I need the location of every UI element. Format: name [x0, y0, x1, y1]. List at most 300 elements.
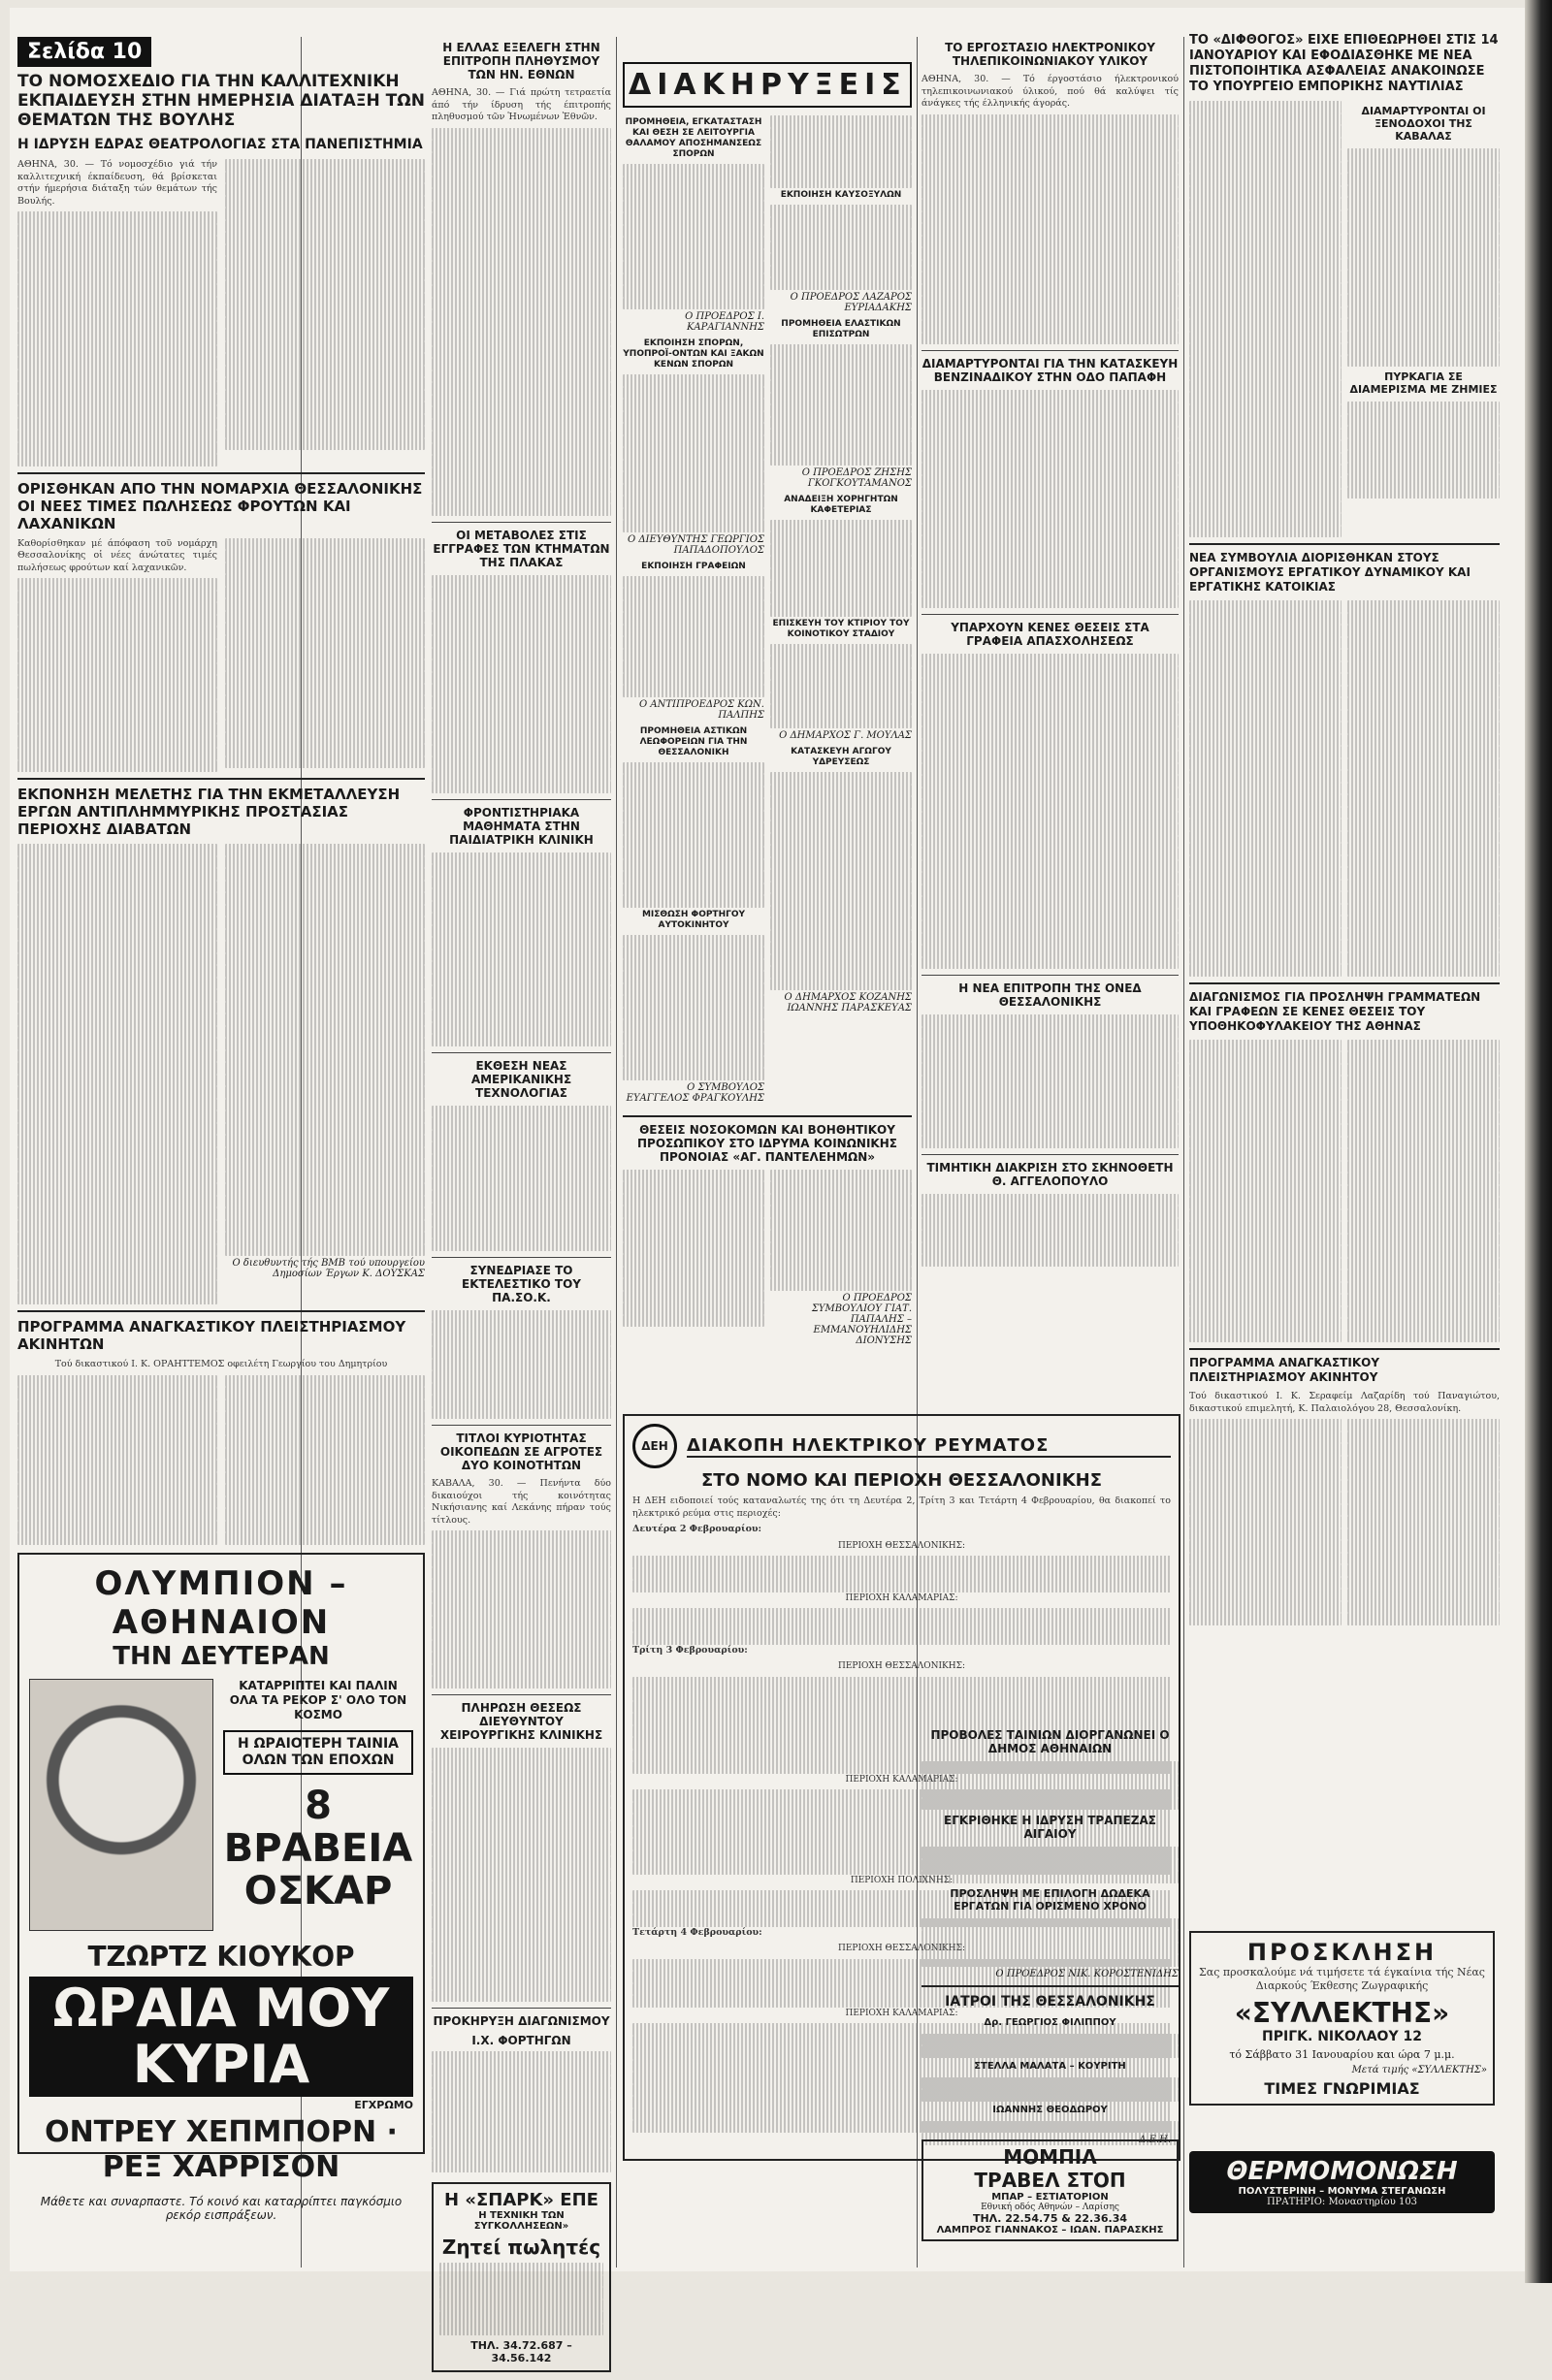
text-line-placeholder — [225, 1110, 425, 1123]
text-line-placeholder — [17, 1508, 217, 1521]
text-line-placeholder — [922, 475, 1179, 488]
text-line-placeholder — [770, 568, 912, 581]
text-line-placeholder — [432, 1796, 611, 1809]
headline-film-screenings: ΠΡΟΒΟΛΕΣ ΤΑΙΝΙΩΝ ΔΙΟΡΓΑΝΩΝΕΙ Ο ΔΗΜΟΣ ΑΘΗΝΑΙΩΝ — [930, 1728, 1170, 1755]
text-line-placeholder — [1347, 209, 1500, 222]
text-line-placeholder — [17, 248, 217, 261]
text-line-placeholder — [17, 881, 217, 893]
text-line-placeholder — [225, 1183, 425, 1196]
text-line-placeholder — [432, 1310, 611, 1323]
text-line-placeholder — [770, 692, 912, 705]
headline-american-technology: ΕΚΘΕΣΗ ΝΕΑΣ ΑΜΕΡΙΚΑΝΙΚΗΣ ΤΕΧΝΟΛΟΓΙΑΣ — [470, 1058, 572, 1100]
text-line-placeholder — [770, 893, 912, 906]
text-line-placeholder — [225, 1135, 425, 1147]
text-line-placeholder — [922, 524, 1179, 536]
text-line-placeholder — [1189, 831, 1342, 844]
text-line-placeholder — [1189, 649, 1342, 661]
text-line-placeholder — [922, 1111, 1179, 1124]
signature: Ο ΑΝΤΙΠΡΟΕΔΡΟΣ ΚΩΝ. ΠΑΛΠΗΣ — [638, 698, 764, 721]
text-line-placeholder — [432, 358, 611, 370]
text-line-placeholder — [225, 1062, 425, 1075]
text-line-placeholder — [17, 917, 217, 929]
text-line-placeholder — [1347, 450, 1500, 463]
notice-heading: ΠΡΟΜΗΘΕΙΑ ΕΛΑΣΤΙΚΩΝ ΕΠΙΣΩΤΡΩΝ — [781, 318, 901, 339]
text-line-placeholder — [623, 971, 764, 983]
invitation-notice — [1189, 1931, 1495, 2106]
text-line-placeholder — [623, 1181, 764, 1194]
headline-angelopoulos: ΤΙΜΗΤΙΚΗ ΔΙΑΚΡΙΣΗ ΣΤΟ ΣΚΗΝΟΘΕΤΗ Θ. ΑΓΓΕΛΟΠΟΥΛΟ — [926, 1160, 1174, 1188]
text-line-placeholder — [432, 985, 611, 998]
outage-title: ΣΤΟ ΝΟΜΟ ΚΑΙ ΠΕΡΙΟΧΗ ΘΕΣΣΑΛΟΝΙΚΗΣ — [700, 1470, 1102, 1491]
text-line-placeholder — [922, 463, 1179, 475]
text-line-placeholder — [17, 688, 217, 700]
text-line-placeholder — [17, 357, 217, 370]
text-line-placeholder — [1189, 1137, 1342, 1149]
text-line-placeholder — [922, 1076, 1179, 1088]
text-line-placeholder — [225, 1013, 425, 1026]
text-line-placeholder — [1347, 355, 1500, 368]
text-line-placeholder — [1347, 148, 1500, 161]
ad-subtitle: ΜΠΑΡ – ΕΣΤΙΑΤΟΡΙΟΝ — [991, 2192, 1109, 2203]
text-line-placeholder — [432, 745, 611, 757]
text-line-placeholder — [225, 1448, 425, 1461]
text-line-placeholder — [770, 966, 912, 979]
text-line-placeholder — [922, 548, 1179, 561]
text-line-placeholder — [922, 572, 1179, 585]
text-line-placeholder — [1347, 1443, 1500, 1456]
text-line-placeholder — [632, 1621, 1171, 1633]
text-line-placeholder — [1189, 1245, 1342, 1258]
text-line-placeholder — [432, 1178, 611, 1191]
text-line-placeholder — [17, 627, 217, 639]
text-line-placeholder — [432, 212, 611, 225]
text-line-placeholder — [432, 1567, 611, 1580]
dei-logo-icon: ΔΕΗ — [632, 1424, 677, 1468]
text-line-placeholder — [225, 1375, 425, 1388]
text-line-placeholder — [17, 578, 217, 591]
text-line-placeholder — [17, 651, 217, 663]
text-line-placeholder — [1347, 843, 1500, 855]
text-line-placeholder — [432, 1929, 611, 1942]
text-line-placeholder — [623, 847, 764, 859]
text-line-placeholder — [1347, 1076, 1500, 1088]
text-line-placeholder — [922, 390, 1179, 402]
text-line-placeholder — [225, 341, 425, 354]
text-line-placeholder — [922, 957, 1179, 970]
text-line-placeholder — [225, 587, 425, 599]
text-line-placeholder — [623, 411, 764, 424]
text-line-placeholder — [225, 941, 425, 953]
text-line-placeholder — [1189, 1577, 1342, 1590]
text-line-placeholder — [1189, 1467, 1342, 1480]
text-line-placeholder — [1347, 952, 1500, 965]
text-line-placeholder — [432, 1845, 611, 1857]
text-line-placeholder — [17, 1026, 217, 1039]
text-line-placeholder — [17, 929, 217, 942]
text-line-placeholder — [623, 237, 764, 249]
text-line-placeholder — [922, 402, 1179, 415]
text-line-placeholder — [432, 1214, 611, 1227]
text-line-placeholder — [17, 273, 217, 285]
text-line-placeholder — [1347, 1185, 1500, 1198]
text-line-placeholder — [432, 1664, 611, 1677]
text-line-placeholder — [432, 1784, 611, 1796]
text-line-placeholder — [1189, 1504, 1342, 1517]
text-line-placeholder — [225, 1099, 425, 1111]
text-line-placeholder — [1347, 342, 1500, 355]
text-line-placeholder — [770, 344, 912, 357]
text-line-placeholder — [225, 647, 425, 659]
text-line-placeholder — [922, 1242, 1179, 1255]
text-line-placeholder — [1189, 697, 1342, 710]
text-line-placeholder — [1189, 1528, 1342, 1541]
text-line-placeholder — [439, 2275, 603, 2288]
cinema-note: Μάθετε και συναρπαστε. Τό κοινό και καταρρίπτει παγκόσμιο ρεκόρ εισπράξεων. — [40, 2194, 403, 2222]
headline-fruit-prices: ΟΡΙΣΘΗΚΑΝ ΑΠΟ ΤΗΝ ΝΟΜΑΡΧΙΑ ΘΕΣΣΑΛΟΝΙΚΗΣ ΟΙ ΝΕΕΣ ΤΙΜΕΣ ΠΩΛΗΣΕΩΣ ΦΡΟΥΤΩΝ ΚΑΙ ΛΑΧΑΝΙΚΩΝ — [17, 479, 423, 532]
text-line-placeholder — [1347, 185, 1500, 198]
doctor-name: ΣΤΕΛΛΑ ΜΑΛΑΤΑ – ΚΟΥΡΙΤΗ — [974, 2060, 1126, 2072]
cinema-name: ΟΛΥΜΠΙΟΝ – ΑΘΗΝΑΙΟΝ — [94, 1563, 348, 1642]
text-line-placeholder — [1347, 722, 1500, 734]
article-lead: ΑΘΗΝΑ, 30. — Γιά πρώτη τετραετία άπό τήν ίδρυση τής έπιτροπής πληθυσμού τῶν Ἡνωμένων Ἐθνῶν. — [432, 87, 611, 122]
text-line-placeholder — [225, 611, 425, 624]
text-line-placeholder — [922, 836, 1179, 849]
text-line-placeholder — [225, 844, 425, 856]
article-lead: ΑΘΗΝΑ, 30. — Τό έργοστάσιο ήλεκτρονικού τηλεπικοινωνιακού ύλικού, πού θά καλύψει τίς άνάγκες τής έλληνικής άγοράς. — [922, 74, 1179, 109]
text-line-placeholder — [922, 945, 1179, 957]
text-line-placeholder — [17, 602, 217, 615]
text-line-placeholder — [1347, 197, 1500, 209]
text-line-placeholder — [17, 1099, 217, 1111]
text-line-placeholder — [432, 1130, 611, 1142]
text-line-placeholder — [623, 588, 764, 600]
text-line-placeholder — [432, 1881, 611, 1893]
text-line-placeholder — [623, 660, 764, 673]
outage-day: Τετάρτη 4 Φεβρουαρίου: — [632, 1926, 762, 1938]
text-line-placeholder — [1189, 356, 1342, 369]
outage-area: ΠΕΡΙΟΧΗ ΚΑΛΑΜΑΡΙΑΣ: — [845, 1592, 958, 1603]
text-line-placeholder — [1347, 625, 1500, 637]
text-line-placeholder — [17, 844, 217, 856]
text-line-placeholder — [432, 1555, 611, 1567]
text-line-placeholder — [623, 298, 764, 310]
text-line-placeholder — [1189, 501, 1342, 514]
text-line-placeholder — [623, 636, 764, 649]
text-line-placeholder — [1347, 1148, 1500, 1161]
text-line-placeholder — [922, 1218, 1179, 1231]
film-stars: ΟΝΤΡΕΥ ΧΕΠΜΠΟΡΝ · ΡΕΞ ΧΑΡΡΙΣΟΝ — [45, 2114, 398, 2184]
text-line-placeholder — [770, 796, 912, 809]
outage-intro: Η ΔΕΗ ειδοποιεί τούς καταναλωτές της ότι τη Δευτέρα 2, Τρίτη 3 και Τετάρτη 4 Φεβρουαρίου, θα διακοπεί το ηλεκτρικό ρεύμα στις περιοχές: — [632, 1496, 1171, 1519]
text-line-placeholder — [623, 374, 764, 387]
text-line-placeholder — [17, 905, 217, 917]
subhead-trucks: Ι.Χ. ΦΟΡΤΗΓΩΝ — [471, 2034, 571, 2047]
text-line-placeholder — [225, 695, 425, 708]
text-line-placeholder — [17, 748, 217, 760]
text-line-placeholder — [17, 345, 217, 358]
signature: Ο ΣΥΜΒΟΥΛΟΣ ΕΥΑΓΓΕΛΟΣ ΦΡΑΓΚΟΥΛΗΣ — [626, 1081, 764, 1104]
signature: Ο ΠΡΟΕΔΡΟΣ Ι. ΚΑΡΑΓΙΑΝΝΗΣ — [685, 311, 764, 333]
text-line-placeholder — [432, 395, 611, 407]
text-line-placeholder — [1347, 831, 1500, 844]
text-line-placeholder — [1189, 1148, 1342, 1161]
text-line-placeholder — [17, 868, 217, 881]
text-line-placeholder — [1189, 734, 1342, 747]
text-line-placeholder — [770, 277, 912, 290]
text-line-placeholder — [1189, 600, 1342, 613]
text-line-placeholder — [432, 1034, 611, 1046]
outage-area: ΠΕΡΙΟΧΗ ΘΕΣΣΑΛΟΝΙΚΗΣ: — [838, 1661, 965, 1671]
text-line-placeholder — [623, 273, 764, 286]
text-line-placeholder — [922, 2034, 1179, 2046]
text-line-placeholder — [922, 666, 1179, 679]
text-line-placeholder — [1347, 1456, 1500, 1468]
text-line-placeholder — [1189, 1613, 1342, 1625]
text-line-placeholder — [432, 1676, 611, 1689]
text-line-placeholder — [1347, 1197, 1500, 1209]
text-line-placeholder — [623, 1008, 764, 1020]
text-line-placeholder — [922, 139, 1179, 151]
headline-auction: ΠΡΟΓΡΑΜΜΑ ΑΝΑΓΚΑΣΤΙΚΟΥ ΠΛΕΙΣΤΗΡΙΑΣΜΟΥ ΑΚΙΝΗΤΩΝ — [17, 1318, 406, 1353]
text-line-placeholder — [1189, 637, 1342, 650]
text-line-placeholder — [1189, 149, 1342, 162]
text-line-placeholder — [1347, 1553, 1500, 1565]
text-line-placeholder — [922, 596, 1179, 609]
text-line-placeholder — [623, 225, 764, 238]
text-line-placeholder — [225, 574, 425, 587]
text-line-placeholder — [1189, 891, 1342, 904]
text-line-placeholder — [432, 925, 611, 938]
text-line-placeholder — [770, 917, 912, 930]
text-line-placeholder — [1189, 186, 1342, 199]
text-line-placeholder — [1189, 174, 1342, 186]
article-lead: Καθορίσθηκαν μέ άπόφαση τοῦ νομάρχη Θεσσαλονίκης οἱ νέες άνώτατες τιμές πωλήσεως φρούτων καί λαχανικῶν. — [17, 537, 217, 573]
text-line-placeholder — [225, 1411, 425, 1424]
text-line-placeholder — [432, 273, 611, 286]
text-line-placeholder — [17, 1013, 217, 1026]
text-line-placeholder — [922, 260, 1179, 273]
best-film-tagline: Η ΩΡΑΙΟΤΕΡΗ ΤΑΙΝΙΑ ΟΛΩΝ ΤΩΝ ΕΠΟΧΩΝ — [223, 1730, 413, 1775]
text-line-placeholder — [1347, 234, 1500, 246]
text-line-placeholder — [432, 937, 611, 949]
outage-day: Δευτέρα 2 Φεβρουαρίου: — [632, 1524, 762, 1534]
column-1 — [17, 68, 425, 2222]
text-line-placeholder — [1347, 1282, 1500, 1295]
text-line-placeholder — [432, 1543, 611, 1556]
text-line-placeholder — [17, 1424, 217, 1436]
ad-road: Εθνική οδός Αθηνών – Λαρίσης — [981, 2203, 1119, 2212]
text-line-placeholder — [1347, 891, 1500, 904]
text-line-placeholder — [623, 484, 764, 497]
text-line-placeholder — [1189, 1197, 1342, 1209]
gallery-address: ΠΡΙΓΚ. ΝΙΚΟΛΑΟΥ 12 — [1262, 2029, 1422, 2044]
text-line-placeholder — [1189, 392, 1342, 404]
text-line-placeholder — [770, 785, 912, 797]
text-line-placeholder — [17, 941, 217, 953]
text-line-placeholder — [1347, 306, 1500, 319]
text-line-placeholder — [432, 1106, 611, 1118]
notice-heading: ΕΚΠΟΙΗΣΗ ΣΠΟΡΩΝ, ΥΠΟΠΡΟΪ-ΟΝΤΩΝ ΚΑΙ ΞΑΚΩΝ ΚΕΝΩΝ ΣΠΟΡΩΝ — [623, 338, 764, 370]
text-line-placeholder — [770, 140, 912, 152]
text-line-placeholder — [623, 1019, 764, 1032]
text-line-placeholder — [17, 297, 217, 309]
headline-workers-hiring: ΠΡΟΣΛΗΨΗ ΜΕ ΕΠΙΛΟΓΗ ΔΩΔΕΚΑ ΕΡΓΑΤΩΝ ΓΙΑ ΟΡΙΣΜΕΝΟ ΧΡΟΝΟ — [950, 1886, 1150, 1913]
text-line-placeholder — [623, 935, 764, 948]
ad-phone: ΤΗΛ. 22.54.75 & 22.36.34 — [972, 2212, 1128, 2225]
text-line-placeholder — [1347, 331, 1500, 343]
text-line-placeholder — [432, 587, 611, 599]
text-line-placeholder — [17, 405, 217, 418]
text-line-placeholder — [17, 284, 217, 297]
text-line-placeholder — [432, 648, 611, 660]
text-line-placeholder — [432, 128, 611, 141]
text-line-placeholder — [17, 381, 217, 394]
text-line-placeholder — [1189, 1492, 1342, 1504]
text-line-placeholder — [17, 639, 217, 652]
text-line-placeholder — [770, 1230, 912, 1242]
text-line-placeholder — [770, 441, 912, 454]
invitation-text: Σας προσκαλούμε νά τιμήσετε τά έγκαίνια τής Νέας Διαρκούς Έκθεσης Ζωγραφικής — [1199, 1966, 1485, 1992]
text-line-placeholder — [432, 1407, 611, 1420]
text-line-placeholder — [922, 247, 1179, 260]
text-line-placeholder — [225, 1244, 425, 1257]
text-line-placeholder — [922, 678, 1179, 691]
text-line-placeholder — [770, 229, 912, 241]
text-line-placeholder — [225, 329, 425, 341]
text-line-placeholder — [1347, 1589, 1500, 1601]
text-line-placeholder — [439, 2263, 603, 2275]
text-line-placeholder — [922, 1774, 1179, 1786]
text-line-placeholder — [770, 1242, 912, 1255]
text-line-placeholder — [225, 868, 425, 881]
text-line-placeholder — [1347, 649, 1500, 661]
text-line-placeholder — [225, 1484, 425, 1496]
text-line-placeholder — [623, 811, 764, 823]
text-line-placeholder — [922, 1100, 1179, 1112]
text-line-placeholder — [1189, 101, 1342, 113]
text-line-placeholder — [770, 772, 912, 785]
text-line-placeholder — [1189, 1516, 1342, 1528]
text-line-placeholder — [225, 293, 425, 306]
text-line-placeholder — [922, 884, 1179, 897]
text-line-placeholder — [1189, 1540, 1342, 1553]
ad-headline: Ζητεί πωλητές — [441, 2235, 601, 2259]
text-line-placeholder — [770, 580, 912, 593]
text-line-placeholder — [922, 1871, 1179, 1883]
text-line-placeholder — [922, 763, 1179, 776]
text-line-placeholder — [922, 1954, 1179, 1967]
text-line-placeholder — [922, 1124, 1179, 1137]
text-line-placeholder — [922, 535, 1179, 548]
text-line-placeholder — [770, 205, 912, 217]
event-date: τό Σάββατο 31 Ιανουαρίου και ώρα 7 μ.μ. — [1229, 2048, 1455, 2061]
text-line-placeholder — [770, 869, 912, 882]
text-line-placeholder — [432, 1142, 611, 1154]
text-line-placeholder — [17, 1135, 217, 1147]
text-line-placeholder — [1189, 1088, 1342, 1101]
text-line-placeholder — [632, 1677, 1171, 1689]
text-line-placeholder — [1347, 1258, 1500, 1270]
text-line-placeholder — [1189, 940, 1342, 952]
column-divider — [616, 37, 617, 2267]
cinema-advertisement — [17, 1553, 425, 2222]
text-line-placeholder — [623, 649, 764, 661]
text-line-placeholder — [1189, 1431, 1342, 1444]
text-line-placeholder — [1189, 453, 1342, 466]
text-line-placeholder — [1189, 416, 1342, 429]
signature: Ο ΠΡΟΕΔΡΟΣ ΣΥΜΒΟΥΛΙΟΥ ΓΙΑΤ. ΠΑΠΑΛΗΣ – ΕΜΜΑΝΟΥΗΛΙΔΗΣ ΔΙΟΝΥΣΗΣ — [811, 1292, 912, 1346]
text-line-placeholder — [623, 1218, 764, 1231]
text-line-placeholder — [1189, 1209, 1342, 1222]
text-line-placeholder — [922, 702, 1179, 715]
text-line-placeholder — [432, 1856, 611, 1869]
outage-area: ΠΕΡΙΟΧΗ ΚΑΛΑΜΑΡΙΑΣ: — [845, 2008, 958, 2018]
text-line-placeholder — [225, 220, 425, 233]
text-line-placeholder — [922, 812, 1179, 824]
text-line-placeholder — [225, 353, 425, 366]
text-line-placeholder — [17, 591, 217, 603]
text-line-placeholder — [432, 1322, 611, 1335]
text-line-placeholder — [1347, 270, 1500, 282]
text-line-placeholder — [225, 317, 425, 330]
text-line-placeholder — [1189, 477, 1342, 490]
text-line-placeholder — [632, 1632, 1171, 1645]
text-line-placeholder — [770, 680, 912, 692]
text-line-placeholder — [225, 232, 425, 244]
text-line-placeholder — [439, 2324, 603, 2336]
text-line-placeholder — [432, 575, 611, 588]
text-line-placeholder — [225, 183, 425, 196]
text-line-placeholder — [1347, 807, 1500, 820]
text-line-placeholder — [17, 615, 217, 627]
text-line-placeholder — [1189, 661, 1342, 674]
insulation-advertisement — [1189, 2151, 1495, 2213]
text-line-placeholder — [17, 736, 217, 749]
text-line-placeholder — [432, 732, 611, 745]
text-line-placeholder — [922, 1230, 1179, 1242]
ad-phone: ΤΗΛ. 34.72.687 – 34.56.142 — [470, 2339, 572, 2364]
text-line-placeholder — [922, 1785, 1179, 1798]
text-line-placeholder — [17, 454, 217, 466]
text-line-placeholder — [1189, 1100, 1342, 1112]
text-line-placeholder — [623, 1254, 764, 1267]
text-line-placeholder — [1189, 1258, 1342, 1270]
text-line-placeholder — [1347, 173, 1500, 185]
text-line-placeholder — [1347, 697, 1500, 710]
text-line-placeholder — [225, 905, 425, 917]
text-line-placeholder — [225, 659, 425, 672]
text-line-placeholder — [770, 115, 912, 128]
oscar-awards: 8 ΒΡΑΒΕΙΑ ΟΣΚΑΡ — [223, 1783, 413, 1914]
ad-brand: ΜΟΜΠΙΛ — [1003, 2145, 1097, 2169]
ad-subtitle: ΠΟΛΥΣΤΕΡΙΝΗ – ΜΟΝΥΜΑ ΣΤΕΓΑΝΩΣΗ — [1238, 2186, 1446, 2197]
text-line-placeholder — [17, 308, 217, 321]
text-line-placeholder — [432, 1395, 611, 1407]
text-line-placeholder — [623, 212, 764, 225]
text-line-placeholder — [432, 961, 611, 974]
text-line-placeholder — [1347, 221, 1500, 234]
text-line-placeholder — [1189, 1306, 1342, 1319]
doctor-name: Δρ. ΓΕΩΡΓΙΟΣ ΦΙΛΙΠΠΟΥ — [984, 2016, 1116, 2028]
text-line-placeholder — [432, 467, 611, 480]
text-line-placeholder — [922, 726, 1179, 739]
text-line-placeholder — [1347, 161, 1500, 174]
text-line-placeholder — [1347, 1492, 1500, 1504]
ad-owner: ΛΑΜΠΡΟΣ ΓΙΑΝΝΑΚΟΣ – ΙΩΑΝ. ΠΑΡΑΣΚΗΣ — [936, 2225, 1164, 2235]
outage-area: ΠΕΡΙΟΧΗ ΠΟΛΙΧΝΗΣ: — [850, 1875, 954, 1885]
text-line-placeholder — [1189, 1124, 1342, 1137]
text-line-placeholder — [432, 1359, 611, 1371]
